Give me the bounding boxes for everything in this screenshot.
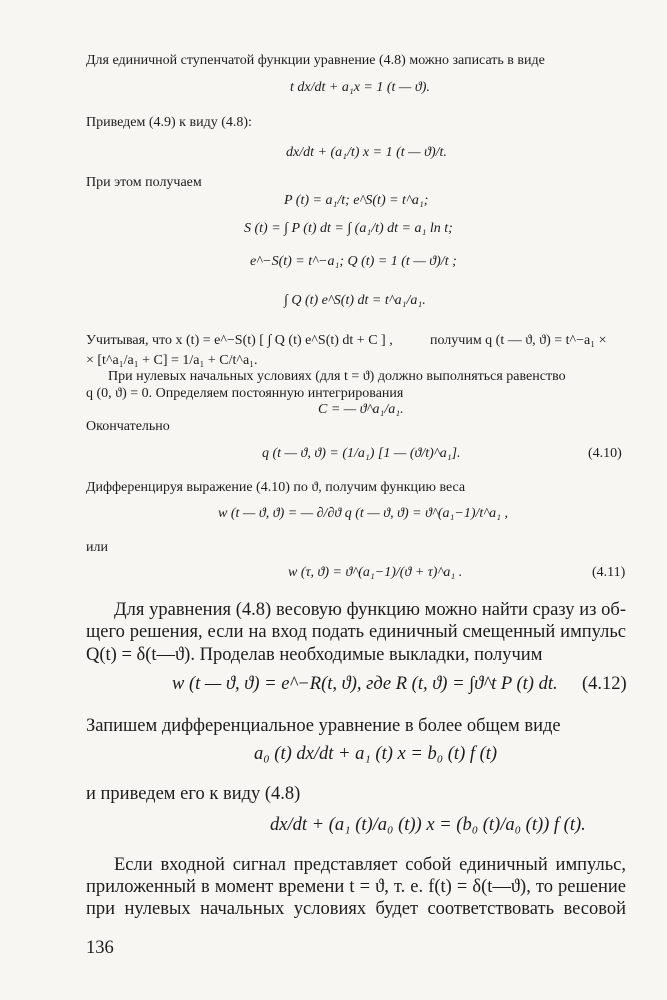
paragraph-step-function-intro: Для единичной ступенчатой функции уравнение (4.8) можно записать в виде xyxy=(86,53,545,68)
paragraph-considering-line2: × [t^a₁/a₁ + C] = 1/a₁ + C/t^a₁. xyxy=(86,353,258,368)
paragraph-general-solution-line2: щего решения, если на вход подать единичный смещенный импульс xyxy=(86,622,626,642)
equation-number-4-10: (4.10) xyxy=(588,446,622,461)
paragraph-obtain-intro: При этом получаем xyxy=(86,175,202,190)
equation-q: e^−S(t) = t^−a₁; Q (t) = 1 (t — ϑ)/t ; xyxy=(250,254,457,269)
paragraph-initial-conditions-line2: q (0, ϑ) = 0. Определяем постоянную интегрирования xyxy=(86,386,404,401)
paragraph-general-solution-line3: Q(t) = δ(t—ϑ). Проделав необходимые выкладки, получим xyxy=(86,645,543,665)
paragraph-impulse-line2: приложенный в момент времени t = ϑ, т. е. f(t) = δ(t—ϑ), то решение xyxy=(86,877,626,897)
paragraph-impulse-line3: при нулевых начальных условиях будет соответствовать весовой xyxy=(86,899,626,919)
equation-integral: ∫ Q (t) e^S(t) dt = t^a₁/a₁. xyxy=(284,293,426,308)
page-number: 136 xyxy=(86,938,114,958)
paragraph-general-form: Запишем дифференциальное уравнение в более общем виде xyxy=(86,716,561,736)
equation-weight-3: w (t — ϑ, ϑ) = e^−R(t, ϑ), где R (t, ϑ) = ∫ϑ^t P (t) dt. xyxy=(172,674,558,694)
paragraph-or: или xyxy=(86,540,108,555)
paragraph-differentiate: Дифференцируя выражение (4.10) по ϑ, получим функцию веса xyxy=(86,480,466,495)
equation-reduced: dx/dt + (a₁/t) x = 1 (t — ϑ)/t. xyxy=(286,145,447,160)
equation-s: S (t) = ∫ P (t) dt = ∫ (a₁/t) dt = a₁ ln t; xyxy=(244,221,453,236)
equation-weight-1: w (t — ϑ, ϑ) = — ∂/∂ϑ q (t — ϑ, ϑ) = ϑ^(a₁−1)/t^a₁ , xyxy=(218,506,509,521)
paragraph-considering-line1a: Учитывая, что x (t) = e^−S(t) [ ∫ Q (t) e^S(t) dt + C ] , xyxy=(86,333,393,348)
paragraph-reduce-general: и приведем его к виду (4.8) xyxy=(86,784,301,804)
paragraph-general-solution-line1: Для уравнения (4.8) весовую функцию можно найти сразу из об- xyxy=(114,600,626,620)
equation-general: a₀ (t) dx/dt + a₁ (t) x = b₀ (t) f (t) xyxy=(254,744,498,764)
paragraph-reduce-intro: Приведем (4.9) к виду (4.8): xyxy=(86,115,252,130)
equation-step: t dx/dt + a₁x = 1 (t — ϑ). xyxy=(290,80,430,95)
paragraph-initial-conditions-line1: При нулевых начальных условиях (для t = ϑ) должно выполняться равенство xyxy=(108,369,566,384)
paragraph-considering-line1b: получим q (t — ϑ, ϑ) = t^−a₁ × xyxy=(430,333,607,348)
equation-general-reduced: dx/dt + (a₁ (t)/a₀ (t)) x = (b₀ (t)/a₀ (t)) f (t). xyxy=(270,815,586,835)
equation-weight-2: w (τ, ϑ) = ϑ^(a₁−1)/(ϑ + τ)^a₁ . xyxy=(288,565,463,580)
equation-constant: C = — ϑ^a₁/a₁. xyxy=(318,402,404,417)
equation-final: q (t — ϑ, ϑ) = (1/a₁) [1 — (ϑ/t)^a₁]. xyxy=(262,446,461,461)
paragraph-impulse-line1: Если входной сигнал представляет собой единичный импульс, xyxy=(114,855,626,875)
equation-number-4-12: (4.12) xyxy=(582,674,627,694)
equation-number-4-11: (4.11) xyxy=(592,565,626,580)
paragraph-finally: Окончательно xyxy=(86,419,170,434)
equation-p: P (t) = a₁/t; e^S(t) = t^a₁; xyxy=(284,193,429,208)
